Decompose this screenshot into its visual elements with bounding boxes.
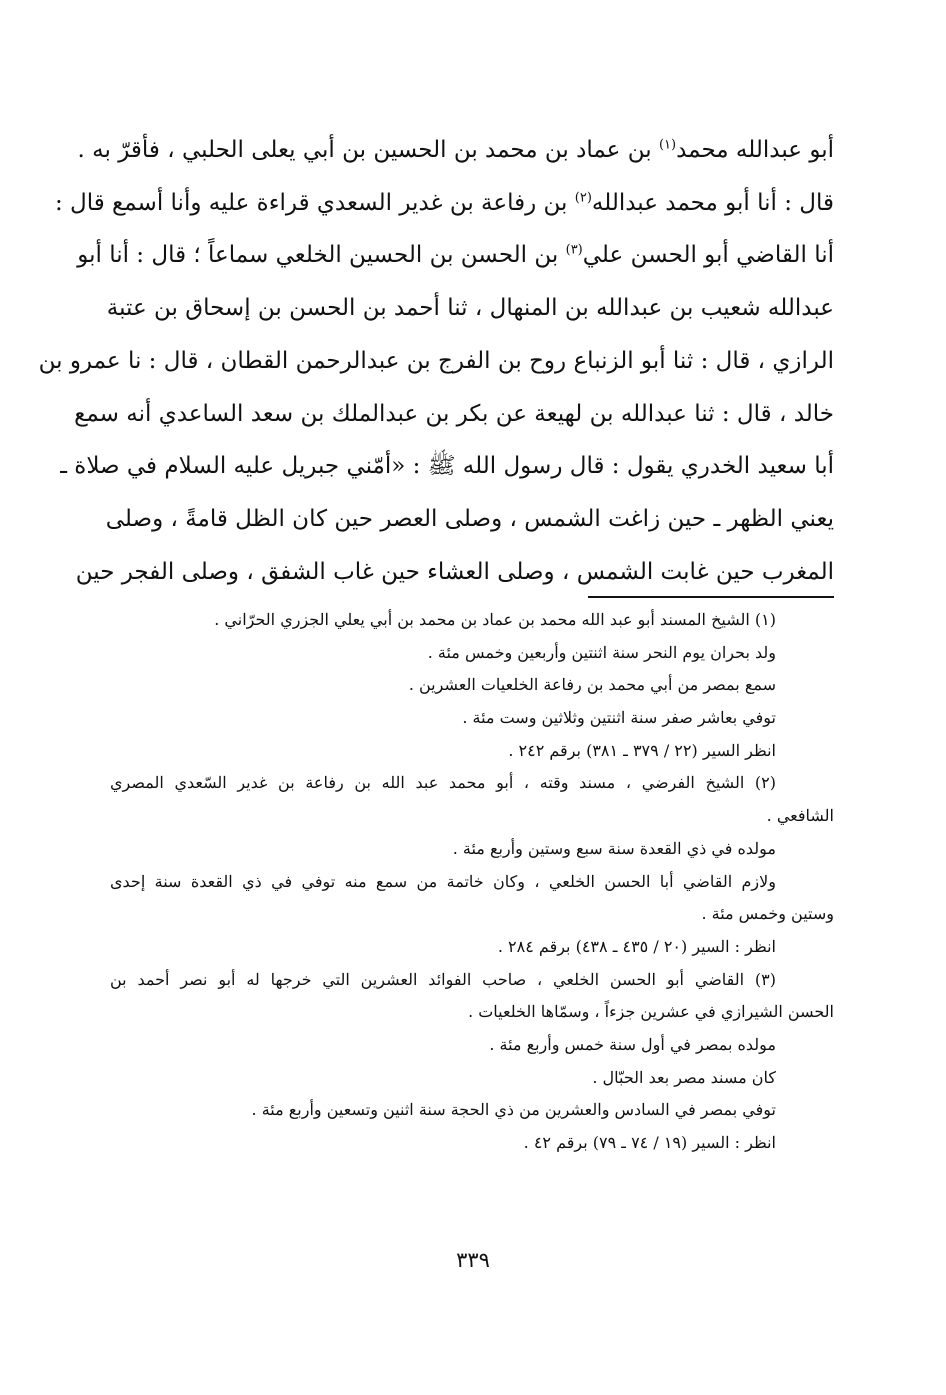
footnote-line: الشافعي . — [766, 806, 834, 826]
main-text-line: الرازي ، قال : ثنا أبو الزنباع روح بن الفرج بن عبدالرحمن القطان ، قال : نا عمرو بن — [38, 347, 834, 374]
footnote-line: ولازم القاضي أبا الحسن الخلعي ، وكان خاتمة من سمع منه توفي في ذي القعدة سنة إحدى — [110, 871, 776, 891]
footnote-line: انظر السير (٢٢ / ٣٧٩ ـ ٣٨١) برقم ٢٤٢ . — [508, 740, 776, 760]
footnote-line: مولده بمصر في أول سنة خمس وأربع مئة . — [489, 1034, 776, 1054]
footnote-divider — [588, 596, 834, 598]
main-line-text: أنا القاضي أبو الحسن علي — [582, 242, 834, 269]
main-line-text: بن الحسن بن الحسين الخلعي سماعاً ؛ قال : أنا أبو — [77, 242, 566, 269]
footnote-reference[interactable]: (١) — [658, 137, 677, 153]
main-text-block — [38, 124, 834, 598]
footnote-reference[interactable]: (٣) — [565, 242, 583, 258]
main-text-line — [77, 229, 834, 282]
footnotes-block — [110, 604, 834, 1160]
footnote-line: سمع بمصر من أبي محمد بن رفاعة الخلعيات العشرين . — [408, 675, 776, 695]
footnote-reference[interactable]: (٢) — [574, 190, 592, 206]
main-text-line: أبا سعيد الخدري يقول : قال رسول الله ﷺ : «أمّني جبريل عليه السلام في صلاة ـ — [60, 453, 834, 480]
footnote-line: توفي بمصر في السادس والعشرين من ذي الحجة سنة اثنين وتسعين وأربع مئة . — [251, 1100, 776, 1120]
main-line-text: قال : أنا أبو محمد عبدالله — [591, 189, 834, 216]
main-text-line: عبدالله شعيب بن عبدالله بن المنهال ، ثنا أحمد بن الحسن بن إسحاق بن عتبة — [106, 295, 834, 322]
main-text-line — [54, 177, 834, 230]
main-text-line: المغرب حين غابت الشمس ، وصلى العشاء حين غاب الشفق ، وصلى الفجر حين — [75, 558, 834, 585]
footnote-line: ولد بحران يوم النحر سنة اثنتين وأربعين وخمس مئة . — [427, 642, 776, 662]
footnote-line: (١) الشيخ المسند أبو عبد الله محمد بن عماد بن محمد بن أبي يعلي الجزري الحرّاني . — [214, 610, 776, 629]
main-line-text: بن عماد بن محمد بن الحسين بن أبي يعلى الحلبي ، فأقرّ به . — [77, 137, 659, 163]
footnote-line: كان مسند مصر بعد الحبّال . — [592, 1067, 776, 1087]
footnote-line: (٢) الشيخ الفرضي ، مسند وقته ، أبو محمد عبد الله بن رفاعة بن غدير السّعدي المصري — [110, 773, 776, 793]
footnote-line: وستين وخمس مئة . — [701, 904, 834, 924]
footnote-line: (٣) القاضي أبو الحسن الخلعي ، صاحب الفوائد العشرين التي خرجها له أبو نصر أحمد بن — [110, 969, 777, 989]
main-text-line — [77, 124, 834, 177]
footnote-line: توفي بعاشر صفر سنة اثنتين وثلاثين وست مئة . — [462, 708, 776, 728]
main-line-text: أبو عبدالله محمد — [676, 137, 834, 163]
main-text-line: خالد ، قال : ثنا عبدالله بن لهيعة عن بكر بن عبدالملك بن سعد الساعدي أنه سمع — [74, 400, 834, 427]
footnote-line: انظر : السير (١٩ / ٧٤ ـ ٧٩) برقم ٤٢ . — [523, 1133, 776, 1152]
footnote-line: مولده في ذي القعدة سنة سبع وستين وأربع مئة . — [452, 838, 776, 858]
page-number: ٣٣٩ — [456, 1248, 490, 1272]
main-text-line: يعني الظهر ـ حين زاغت الشمس ، وصلى العصر حين كان الظل قامةً ، وصلى — [105, 505, 834, 532]
main-line-text: بن رفاعة بن غدير السعدي قراءة عليه وأنا أسمع قال : — [54, 189, 575, 216]
footnote-line: الحسن الشيرازي في عشرين جزءاً ، وسمّاها الخلعيات . — [468, 1002, 834, 1022]
footnote-line: انظر : السير (٢٠ / ٤٣٥ ـ ٤٣٨) برقم ٢٨٤ . — [497, 936, 776, 956]
